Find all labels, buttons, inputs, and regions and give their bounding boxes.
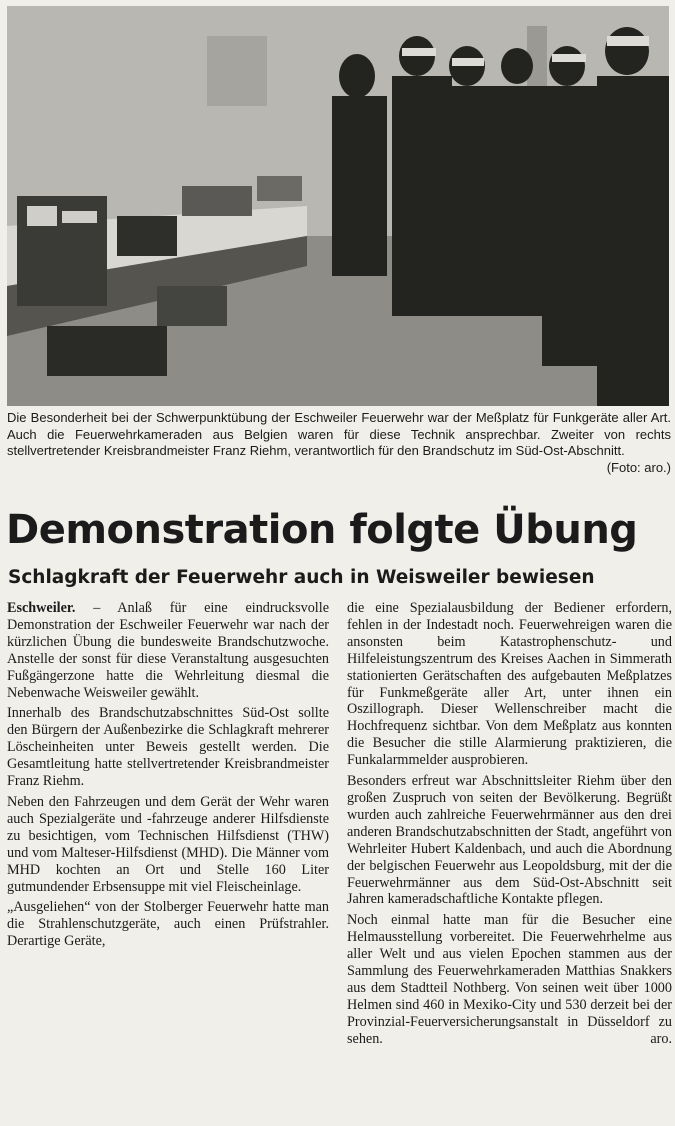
news-photo [7, 6, 669, 406]
paragraph: Innerhalb des Brandschutzabschnittes Süd-Ost sollte den Bürgern der Außenbezirke die Schlagkraft mehrerer Löscheinheiten unter Beweis gestellt werden. Die Gesamtleitung hatte stellvertretender Kreisbrandmeister Franz Riehm. [7, 705, 329, 790]
author-signature: aro. [650, 1030, 672, 1047]
photo-credit: (Foto: aro.) [606, 459, 671, 475]
paragraph: Neben den Fahrzeugen und dem Gerät der Wehr waren auch Spezialgeräte und -fahrzeuge anderer Hilfsdienste zu besichtigen, vom Technischen Hilfsdienst (THW) und vom Malteser-Hilfsdienst (MHD). Die Männer vom MHD kochten an Ort und Stelle 160 Liter gutmundender Erbsensuppe mit viel Fleischeinlage. [7, 793, 329, 895]
article-subheadline: Schlagkraft der Feuerwehr auch in Weisweiler bewiesen [8, 567, 595, 588]
caption-text: Die Besonderheit bei der Schwerpunktübung der Eschweiler Feuerwehr war der Meßplatz für Funkgeräte aller Art. Auch die Feuerwehrkameraden aus Belgien waren für diese Technik ansprechbar. Zweiter von rechts stellvertretender Kreisbrandmeister Franz Riehm, verantwortlich für den Brandschutz im Süd-Ost-Abschnitt. [7, 410, 671, 458]
article-column-left [7, 600, 329, 954]
photo-illustration [7, 6, 669, 406]
paragraph: Besonders erfreut war Abschnittsleiter Riehm über den großen Zuspruch von seiten der Bevölkerung. Begrüßt wurden auch zahlreiche Feuerwehrmänner aus den drei anderen Brandschutzabschnitten der Stadt, angeführt von Wehrleiter Hubert Kaldenbach, und auch die Abordnung der belgischen Feuerwehr aus Leopoldsburg, mit der die Feuerwehrmänner aus dem Süd-Ost-Abschnitt seit Jahren kameradschaftliche Kontakte pflegen. [347, 773, 672, 908]
article-column-right [347, 600, 672, 1052]
paragraph: Noch einmal hatte man für die Besucher eine Helmausstellung vorbereitet. Die Feuerwehrhelme aus aller Welt und aus vielen Epochen stammen aus der Sammlung des Feuerwehrkameraden Matthias Snakkers aus dem Stadtteil Nothberg. Von seinen weit über 1000 Helmen sind 460 in Mexiko-City und 530 derzeit bei der Provinzial-Feuerversicherungsanstalt in Düsseldorf zu sehen. aro. [347, 912, 672, 1047]
paragraph: Eschweiler. – Anlaß für eine eindrucksvolle Demonstration der Eschweiler Feuerwehr war nach der kürzlichen Übung die bundesweite Brandschutzwoche. Anstelle der sonst für diese Veranstaltung ausgesuchten Fußgängerzone hatte die Wehrleitung diesmal die Nebenwache Weisweiler gewählt. [7, 600, 329, 701]
paragraph: die eine Spezialausbildung der Bediener erfordern, fehlen in der Indestadt noch. Feuerwehreigen waren die ansonsten beim Katastrophenschutz- und Hilfeleistungszentrum des Kreises Aachen in Simmerath stationierten Gerätschaften des aufgebauten Meßplatzes für Funkmeßgeräte aller Art, unter ihnen ein Oszillograph. Dieser Wellenschreiber macht die Hochfrequenz sichtbar. Von dem Meßplatz aus konnten die Besucher die stille Alarmierung praktizieren, die Funkalarmmelder ausprobieren. [347, 600, 672, 769]
photo-caption [7, 410, 671, 476]
article-headline: Demonstration folgte Übung [6, 507, 638, 553]
paragraph: „Ausgeliehen“ von der Stolberger Feuerwehr hatte man die Strahlenschutzgeräte, auch einen Prüfstrahler. Derartige Geräte, [7, 899, 329, 950]
dateline: Eschweiler. [7, 600, 76, 616]
